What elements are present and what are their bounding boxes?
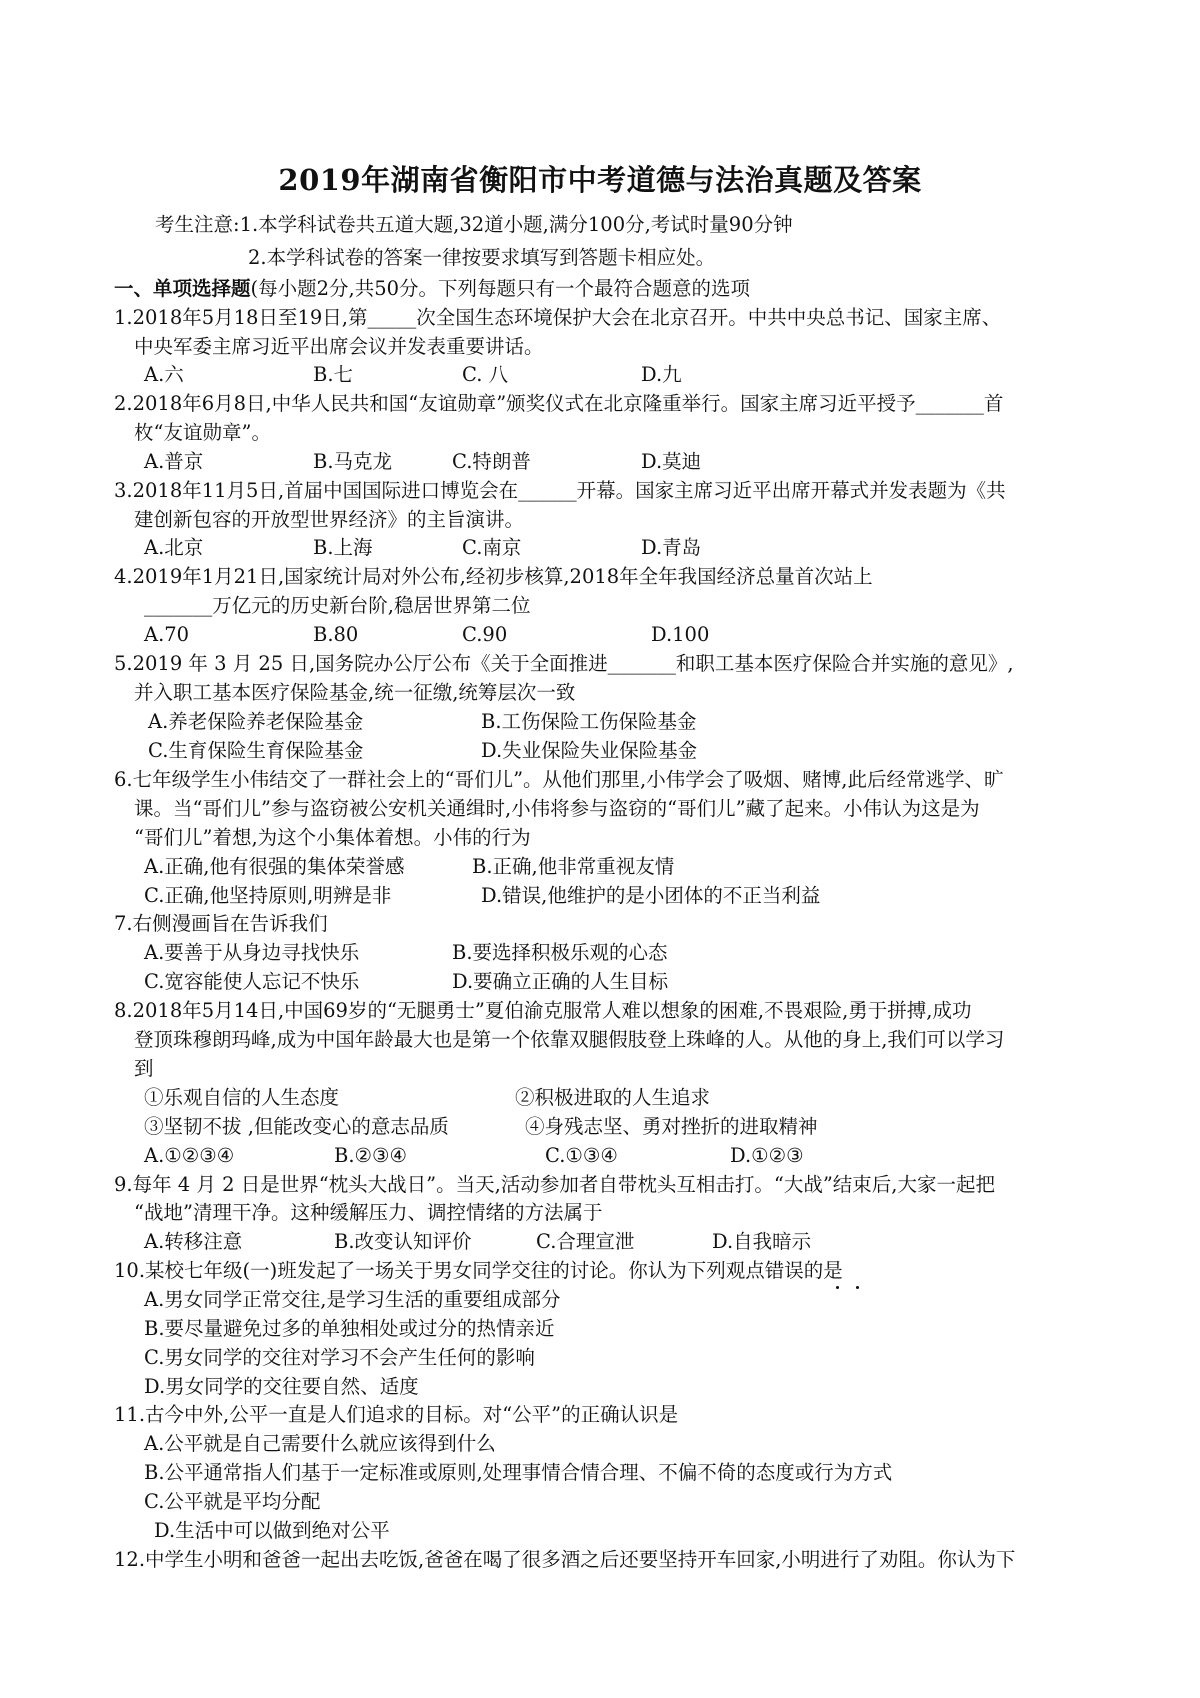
- q6-option-b: B.正确,他非常重视友情: [472, 855, 675, 878]
- q4-option-c: C.90: [462, 623, 508, 646]
- q3-option-b: B.上海: [313, 536, 373, 559]
- q2-option-c: C.特朗普: [452, 450, 531, 473]
- notice-line-1: 考生注意:1.本学科试卷共五道大题,32道小题,满分100分,考试时量90分钟: [155, 213, 793, 236]
- q8-option-b: B.②③④: [334, 1144, 407, 1167]
- q1-stem-line-2: 中央军委主席习近平出席会议并发表重要讲话。: [134, 335, 544, 358]
- q11-option-b: B.公平通常指人们基于一定标准或原则,处理事情合情合理、不偏不倚的态度或行为方式: [144, 1461, 893, 1484]
- q10-option-b: B.要尽量避免过多的单独相处或过分的热情亲近: [144, 1317, 555, 1340]
- q8-stem-line-3: 到: [134, 1057, 154, 1080]
- q8-statement-4: ④身残志坚、勇对挫折的进取精神: [525, 1115, 818, 1138]
- q3-option-c: C.南京: [462, 536, 522, 559]
- q6-stem-line-1: 6.七年级学生小伟结交了一群社会上的“哥们儿”。从他们那里,小伟学会了吸烟、赌博,此后经常逃学、旷: [114, 768, 1004, 791]
- q8-stem-line-2: 登顶珠穆朗玛峰,成为中国年龄最大也是第一个依靠双腿假肢登上珠峰的人。从他的身上,我们可以学习: [134, 1028, 1005, 1051]
- q7-option-a: A.要善于从身边寻找快乐: [144, 941, 360, 964]
- q1-option-b: B.七: [313, 363, 354, 386]
- q8-statement-1: ①乐观自信的人生态度: [144, 1086, 340, 1109]
- q4-stem-line-2: _______万亿元的历史新台阶,稳居世界第二位: [144, 594, 531, 617]
- q2-option-a: A.普京: [144, 450, 204, 473]
- q7-option-b: B.要选择积极乐观的心态: [452, 941, 668, 964]
- q3-option-d: D.青岛: [641, 536, 702, 559]
- q8-option-c: C.①③④: [545, 1144, 618, 1167]
- q11-option-d: D.生活中可以做到绝对公平: [154, 1519, 390, 1542]
- q2-option-b: B.马克龙: [313, 450, 393, 473]
- emphasis-dot: [856, 1286, 859, 1289]
- q11-option-c: C.公平就是平均分配: [144, 1490, 321, 1513]
- q7-option-c: C.宽容能使人忘记不快乐: [144, 970, 360, 993]
- q10-option-a: A.男女同学正常交往,是学习生活的重要组成部分: [144, 1288, 561, 1311]
- q1-option-d: D.九: [641, 363, 682, 386]
- q6-option-a: A.正确,他有很强的集体荣誉感: [144, 855, 405, 878]
- q5-option-a: A.养老保险养老保险基金: [148, 710, 364, 733]
- q2-option-d: D.莫迪: [641, 450, 702, 473]
- q4-option-a: A.70: [144, 623, 190, 646]
- q9-stem-line-2: “战地”清理干净。这种缓解压力、调控情绪的方法属于: [134, 1201, 603, 1224]
- q3-stem-line-2: 建创新包容的开放型世界经济》的主旨演讲。: [134, 508, 525, 531]
- q8-statement-2: ②积极进取的人生追求: [515, 1086, 711, 1109]
- q5-option-d: D.失业保险失业保险基金: [481, 739, 698, 762]
- q2-stem-line-2: 枚“友谊勋章”。: [134, 421, 271, 444]
- q11-option-a: A.公平就是自己需要什么就应该得到什么: [144, 1432, 496, 1455]
- page-title: 2019年湖南省衡阳市中考道德与法治真题及答案: [278, 163, 922, 197]
- q9-option-d: D.自我暗示: [712, 1230, 812, 1253]
- q4-option-d: D.100: [651, 623, 710, 646]
- q8-statement-3: ③坚韧不拔 ,但能改变心的意志品质: [144, 1115, 449, 1138]
- section-description: (每小题2分,共50分。下列每题只有一个最符合题意的选项: [250, 277, 751, 300]
- q9-option-a: A.转移注意: [144, 1230, 243, 1253]
- section-heading: 一、单项选择题: [114, 277, 251, 300]
- q10-stem-line-1: 10.某校七年级(一)班发起了一场关于男女同学交往的讨论。你认为下列观点错误的是: [114, 1259, 843, 1282]
- emphasis-dot: [836, 1286, 839, 1289]
- q11-stem-line-1: 11.古今中外,公平一直是人们追求的目标。对“公平”的正确认识是: [114, 1403, 679, 1426]
- q8-stem-line-1: 8.2018年5月14日,中国69岁的“无腿勇士”夏伯渝克服常人难以想象的困难,不畏艰险,勇于拼搏,成功: [114, 999, 972, 1022]
- q6-stem-line-2: 课。当“哥们儿”参与盗窃被公安机关通缉时,小伟将参与盗窃的“哥们儿”藏了起来。小伟认为这是为: [134, 797, 980, 820]
- notice-line-2: 2.本学科试卷的答案一律按要求填写到答题卡相应处。: [248, 246, 716, 269]
- q4-option-b: B.80: [313, 623, 359, 646]
- q9-option-c: C.合理宣泄: [536, 1230, 635, 1253]
- q8-option-d: D.①②③: [730, 1144, 804, 1167]
- q5-stem-line-1: 5.2019 年 3 月 25 日,国务院办公厅公布《关于全面推进_______和职工基本医疗保险合并实施的意见》,: [114, 652, 1014, 675]
- q9-stem-line-1: 9.每年 4 月 2 日是世界“枕头大战日”。当天,活动参加者自带枕头互相击打。“大战”结束后,大家一起把: [114, 1173, 995, 1196]
- q1-option-a: A.六: [144, 363, 184, 386]
- q10-option-c: C.男女同学的交往对学习不会产生任何的影响: [144, 1346, 535, 1369]
- q9-option-b: B.改变认知评价: [334, 1230, 472, 1253]
- q5-option-c: C.生育保险生育保险基金: [148, 739, 364, 762]
- q5-option-b: B.工伤保险工伤保险基金: [481, 710, 697, 733]
- q10-option-d: D.男女同学的交往要自然、适度: [144, 1375, 419, 1398]
- q1-option-c: C. 八: [462, 363, 509, 386]
- q12-stem-line-1: 12.中学生小明和爸爸一起出去吃饭,爸爸在喝了很多酒之后还要坚持开车回家,小明进行了劝阻。你认为下: [114, 1548, 1016, 1571]
- q3-stem-line-1: 3.2018年11月5日,首届中国国际进口博览会在______开幕。国家主席习近平出席开幕式并发表题为《共: [114, 479, 1006, 502]
- q7-stem-line-1: 7.右侧漫画旨在告诉我们: [114, 912, 328, 935]
- q2-stem-line-1: 2.2018年6月8日,中华人民共和国“友谊勋章”颁奖仪式在北京隆重举行。国家主席习近平授予_______首: [114, 392, 1004, 415]
- q6-stem-line-3: “哥们儿”着想,为这个小集体着想。小伟的行为: [134, 826, 531, 849]
- q3-option-a: A.北京: [144, 536, 204, 559]
- q5-stem-line-2: 并入职工基本医疗保险基金,统一征缴,统筹层次一致: [134, 681, 576, 704]
- q1-stem-line-1: 1.2018年5月18日至19日,第_____次全国生态环境保护大会在北京召开。中共中央总书记、国家主席、: [114, 306, 1002, 329]
- q8-option-a: A.①②③④: [144, 1144, 235, 1167]
- section-header: [114, 276, 750, 302]
- q4-stem-line-1: 4.2019年1月21日,国家统计局对外公布,经初步核算,2018年全年我国经济总量首次站上: [114, 565, 873, 588]
- q7-option-d: D.要确立正确的人生目标: [452, 970, 669, 993]
- q6-option-d: D.错误,他维护的是小团体的不正当利益: [481, 884, 821, 907]
- q6-option-c: C.正确,他坚持原则,明辨是非: [144, 884, 392, 907]
